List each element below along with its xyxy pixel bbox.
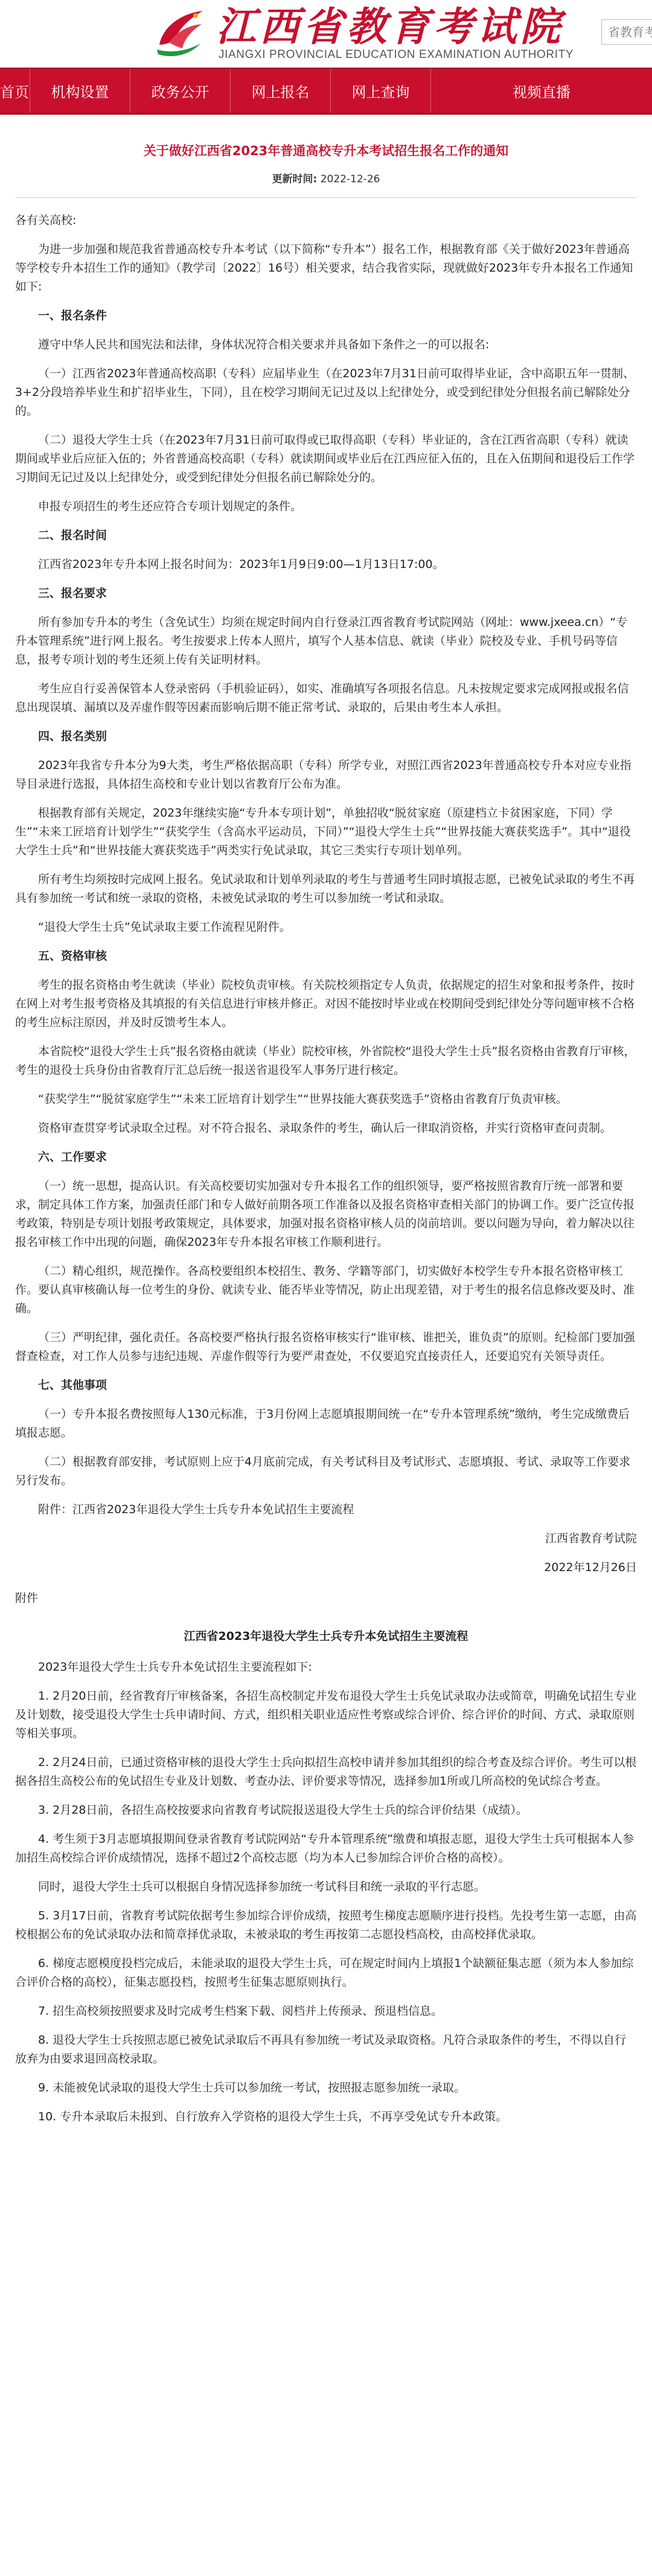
section-heading-categories: 四、报名类别 (38, 730, 107, 743)
section-heading-requirements: 三、报名要求 (38, 587, 107, 600)
signature-org: 江西省教育考试院 (545, 1532, 637, 1545)
attachment-title: 江西省2023年退役大学生士兵专升本免试招生主要流程 (184, 1630, 468, 1643)
updated-value: 2022-12-26 (320, 173, 380, 185)
attachment-link[interactable]: 附件：江西省2023年退役大学生士兵专升本免试招生主要流程 (38, 1503, 354, 1516)
paragraph: （二）退役大学生士兵（在2023年7月31日前可取得或已取得高职（专科）毕业证的，含在江西省高职（专科）就读期间或毕业后应征入伍的；外省普通高校高职（专科）就读期间或毕业后在江西应征入伍的，且在入伍期间和退役后工作学习期间无记过及以上纪律处分，或受到纪律处分但报名前已解除处分的。 (15, 433, 635, 484)
attachment-step: 2. 2月24日前，已通过资格审核的退役大学生士兵向拟招生高校申请并参加其组织的综合考查及综合评价。考生可以根据各招生高校公布的免试招生专业及计划数、考查办法、评价要求等情况，选择参加1所或几所高校的免试综合考查。 (15, 1756, 637, 1788)
attachment-step: 4. 考生须于3月志愿填报期间登录省教育考试院网站“专升本管理系统”缴费和填报志愿，退役大学生士兵可根据本人参加招生高校综合评价成绩情况，选择不超过2个高校志愿（均为本人已参加综合评价合格的高校）。 (15, 1832, 634, 1864)
paragraph: 资格审查贯穿考试录取全过程。对不符合报名、录取条件的考生，确认后一律取消资格，并实行资格审查问责制。 (38, 1121, 612, 1135)
attachment-step: 3. 2月28日前，各招生高校按要求向省教育考试院报送退役大学生士兵的综合评价结果（成绩）。 (38, 1803, 528, 1817)
paragraph: 遵守中华人民共和国宪法和法律，身体状况符合相关要求并具备如下条件之一的可以报名: (38, 338, 490, 351)
nav-item-video-live[interactable]: 视频直播 (513, 84, 570, 101)
paragraph: （一）统一思想，提高认识。有关高校要切实加强对专升本报名工作的组织领导，要严格按照省教育厅统一部署和要求，制定具体工作方案，加强责任部门和专人做好前期各项工作准备以及报名资格审查相关部门的协调工作。要广泛宣传报考政策，特别是专项计划报考政策规定，具体要求，加强对报名资格审核人员的岗前培训。要以问题为导向，着力解决以往报名审核工作中出现的问题，确保2023年专升本报名审核工作顺利进行。 (15, 1179, 635, 1249)
nav-item-government-affairs[interactable]: 政务公开 (130, 69, 231, 113)
paragraph: 申报专项招生的考生还应符合专项计划规定的条件。 (38, 500, 302, 513)
section-heading-qualification: 五、资格审核 (38, 949, 107, 963)
section-heading-time: 二、报名时间 (38, 529, 107, 542)
paragraph: （三）严明纪律，强化责任。各高校要严格执行报名资格审核实行“谁审核、谁把关，谁负责”的原则。纪检部门要加强督查检查，对工作人员参与违纪违规、弄虚作假等行为要严肃查处，不仅要追究直接责任人，还要追究有关领导责任。 (15, 1331, 635, 1363)
paragraph: 所有考生均须按时完成网上报名。免试录取和计划单列录取的考生与普通考生同时填报志愿，已被免试录取的考生不再具有参加统一考试和统一录取的资格，未被免试录取的考生可以参加统一考试和录取。 (15, 873, 635, 905)
paragraph: （二）精心组织，规范操作。各高校要组织本校招生、教务、学籍等部门，切实做好本校学生专升本报名资格审核工作。要认真审核确认每一位考生的身份、就读专业、能否毕业等情况，防止出现差错，对于考生的报名信息修改要及时、准确。 (15, 1264, 635, 1315)
article-title: 关于做好江西省2023年普通高校专升本考试招生报名工作的通知 (143, 144, 509, 158)
paragraph: （一）专升本报名费按照每人130元标准，于3月份网上志愿填报期间统一在“专升本管理系统”缴纳，考生完成缴费后填报志愿。 (15, 1408, 630, 1439)
nav-item-online-registration[interactable]: 网上报名 (231, 69, 331, 113)
attachment-step: 7. 招生高校须按照要求及时完成考生档案下载、阅档并上传预录、预退档信息。 (38, 2004, 443, 2018)
attachment-step: 同时，退役大学生士兵可以根据自身情况选择参加统一考试科目和统一录取的平行志愿。 (38, 1880, 486, 1893)
intro-paragraph: 为进一步加强和规范我省普通高校专升本考试（以下简称“专升本”）报名工作，根据教育部《关于做好2023年普通高等学校专升本招生工作的通知》（教学司〔2022〕16号）相关要求，结合我省实际，现就做好2023年专升本报名工作通知如下: (15, 243, 633, 293)
attachment-label: 附件 (15, 1592, 39, 1605)
site-header (0, 0, 652, 68)
section-heading-conditions: 一、报名条件 (38, 309, 107, 322)
attachment-step: 1. 2月20日前，经省教育厅审核备案，各招生高校制定并发布退役大学生士兵免试录取办法或简章，明确免试招生专业及计划数，接受退役大学生士兵申请时间、方式，组织相关职业适应性考察或综合评价、综合评价的时间、方式、录取原则等相关事项。 (15, 1689, 637, 1740)
attachment-intro: 2023年退役大学生士兵专升本免试招生主要流程如下: (38, 1660, 312, 1674)
paragraph: 本省院校“退役大学生士兵”报名资格由就读（毕业）院校审核，外省院校“退役大学生士兵”报名资格由省教育厅审核，考生的退役士兵身份由省教育厅汇总后统一报送省退役军人事务厅进行核定。 (15, 1045, 636, 1077)
paragraph: （二）根据教育部安排，考试原则上应于4月底前完成，有关考试科目及考试形式、志愿填报、考试、录取等工作要求另行发布。 (15, 1455, 631, 1487)
nav-item-organization[interactable]: 机构设置 (30, 69, 130, 113)
signature-date: 2022年12月26日 (544, 1561, 637, 1574)
paragraph: 2023年我省专升本分为9大类，考生严格依据高职（专科）所学专业，对照江西省2023年普通高校专升本对应专业指导目录进行选报，具体招生高校和专业计划以省教育厅公布为准。 (15, 759, 631, 791)
paragraph: 根据教育部有关规定，2023年继续实施“专升本专项计划”，单独招收“脱贫家庭（原建档立卡贫困家庭，下同）学生”“未来工匠培育计划学生”“获奖学生（含高水平运动员，下同）”“退役大学生士兵”“世界技能大赛获奖选手”。其中“退役大学生士兵”和“世界技能大赛获奖选手”两类实行免试录取，其它三类实行专项计划单列。 (15, 806, 631, 857)
attachment-step: 5. 3月17日前，省教育考试院依据考生参加综合评价成绩，按照考生梯度志愿顺序进行投档。先投考生第一志愿，由高校根据公布的免试录取办法和简章择优录取，未被录取的考生再按第二志愿投档高校，由高校择优录取。 (15, 1909, 637, 1941)
logo-subtitle: JIANGXI PROVINCIAL EDUCATION EXAMINATION AUTHORITY (219, 48, 574, 61)
nav-item-online-query[interactable]: 网上查询 (331, 69, 431, 113)
main-nav (0, 68, 652, 115)
attachment-step: 8. 退役大学生士兵按照志愿已被免试录取后不再具有参加统一考试及录取资格。凡符合录取条件的考生，不得以自行放弃为由要求退回高校录取。 (15, 2033, 627, 2065)
paragraph: 考生应自行妥善保管本人登录密码（手机验证码），如实、准确填写各项报名信息。凡未按规定要求完成网报或报名信息出现误填、漏填以及弄虚作假等因素而影响后期不能正常考试、录取的，后果由考生本人承担。 (15, 682, 629, 714)
section-heading-other: 七、其他事项 (38, 1379, 107, 1392)
bird-emblem-icon (151, 2, 209, 60)
paragraph: （一）江西省2023年普通高校高职（专科）应届毕业生（在2023年7月31日前可取得毕业证，含中高职五年一贯制、3+2分段培养毕业生和扩招毕业生，下同），且在校学习期间无记过及以上纪律处分，或受到纪律处分但报名前已解除处分的。 (15, 367, 634, 418)
nav-item-home[interactable]: 首页 (0, 69, 30, 113)
salutation: 各有关高校: (15, 214, 77, 227)
paragraph: 所有参加专升本的考生（含免试生）均须在规定时间内自行登录江西省教育考试院网站（网址：www.jxeea.cn）“专升本管理系统”进行网上报名。考生按要求上传本人照片，填写个人基本信息、就读（毕业）院校及专业、手机号码等信息，报考专项计划的考生还须上传有关证明材料。 (15, 616, 628, 666)
paragraph: 江西省2023年专升本网上报名时间为：2023年1月9日9:00—1月13日17:00。 (38, 558, 444, 571)
site-logo[interactable] (151, 2, 574, 65)
paragraph: “获奖学生”“脱贫家庭学生”“未来工匠培育计划学生”“世界技能大赛获奖选手”资格由省教育厅负责审核。 (38, 1092, 567, 1106)
article (0, 115, 652, 2126)
section-heading-work-requirements: 六、工作要求 (38, 1150, 107, 1164)
title-divider (15, 197, 637, 198)
updated-label: 更新时间: (272, 173, 318, 185)
logo-title: 江西省教育考试院 (216, 3, 564, 50)
search-input[interactable] (601, 19, 652, 45)
paragraph: “退役大学生士兵”免试录取主要工作流程见附件。 (38, 920, 291, 934)
attachment-step: 6. 梯度志愿模度投档完成后，未能录取的退役大学生士兵，可在规定时间内上填报1个缺额征集志愿（须为本人参加综合评价合格的高校），征集志愿投档，按照考生征集志愿原则执行。 (15, 1957, 634, 1989)
article-meta (15, 170, 637, 189)
attachment-step: 10. 专升本录取后未报到、自行放弃入学资格的退役大学生士兵，不再享受免试专升本政策。 (38, 2110, 508, 2123)
paragraph: 考生的报名资格由考生就读（毕业）院校负责审核。有关院校须指定专人负责，依据规定的招生对象和报考条件，按时在网上对考生报考资格及其填报的有关信息进行审核并修正。对因不能按时毕业或在校期间受到纪律处分等问题审核不合格的考生应标注原因，并及时反馈考生本人。 (15, 978, 635, 1029)
attachment-step: 9. 未能被免试录取的退役大学生士兵可以参加统一考试，按照报志愿参加统一录取。 (38, 2081, 466, 2094)
